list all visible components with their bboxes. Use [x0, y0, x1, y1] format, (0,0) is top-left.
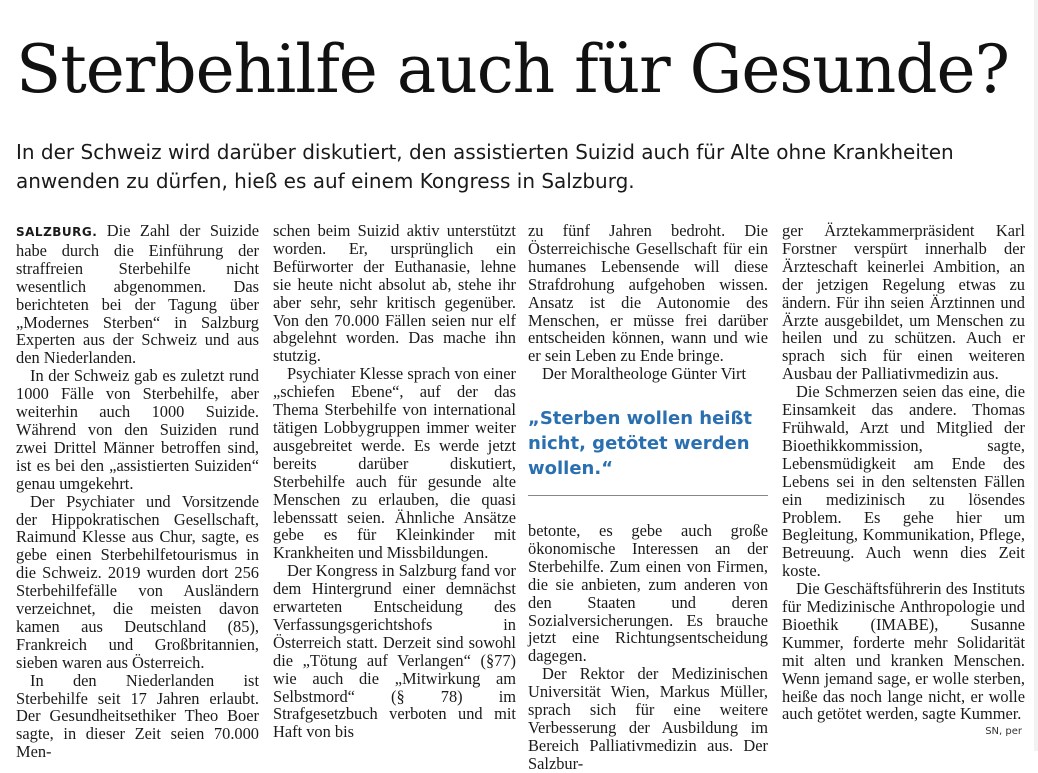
column-1 — [16, 221, 259, 762]
paragraph — [16, 222, 259, 367]
standfirst: In der Schweiz wird darüber diskutiert, den assistierten Suizid auch für Alte ohne Krankheiten anwenden zu dürfen, hieß es auf einem Kongress in Salzburg. — [16, 140, 954, 193]
paragraph: ger Ärztekammerpräsident Karl Forstner verspürt innerhalb der Ärzteschaft keinerlei Ambition, an der jetzigen Regelung etwas zu ändern. Für ihn seien Ärztinnen und Ärzte ausgebildet, um Menschen zu heilen und zu schützen. Auch er sprach sich für einen weiteren Ausbau der Palliativmedizin aus. — [782, 221, 1025, 384]
headline: Sterbehilfe auch für Gesunde? — [16, 31, 1009, 108]
paragraph: In der Schweiz gab es zuletzt rund 1000 Fälle von Sterbehilfe, aber weiterhin auch 1000 Suizide. Während von den Suiziden rund zwei Drittel Männer betroffen sind, ist es bei den „assistierten Suiziden“ genau umgekehrt. — [16, 366, 259, 493]
column-2 — [273, 222, 516, 742]
paragraph: Die Schmerzen seien das eine, die Einsamkeit das andere. Thomas Frühwald, Arzt und Mitglied der Bioethikkommission, sagte, Lebensmüdigkeit am Ende des Lebens sei in den seltensten Fällen ein medizinisch zu lösendes Problem. Es gehe hier um Begleitung, Kommunikation, Pflege, Betreuung. Auch wenn dies Zeit koste. — [782, 382, 1025, 581]
author-credit: SN, per — [985, 726, 1022, 737]
paragraph: Psychiater Klesse sprach von einer „schiefen Ebene“, auf der das Thema Sterbehilfe von international tätigen Lobbygruppen immer weiter ausgebreitet werde. Es werde jetzt bereits darüber diskutiert, Sterbehilfe auch für gesunde alte Menschen zu erlauben, die quasi lebenssatt seien. Ähnliche Ansätze gebe es für Kleinkinder mit Krankheiten und Missbildungen. — [273, 364, 516, 563]
paragraph: zu fünf Jahren bedroht. Die Österreichische Gesellschaft für ein humanes Lebensende will diese Strafdrohung aufgehoben wissen. Ansatz ist die Autonomie des Menschen, er müsse frei darüber entscheiden können, wann und wie er sein Leben zu Ende bringe. — [528, 221, 768, 366]
column-3-top — [528, 222, 768, 383]
paragraph: In den Niederlanden ist Sterbehilfe seit 17 Jahren erlaubt. Der Gesundheitsethiker Theo Boer sagte, in dieser Zeit seien 70.000 Men- — [16, 670, 259, 762]
column-4 — [782, 222, 1025, 742]
pull-quote: „Sterben wollen heißt nicht, getötet werden wollen.“ — [528, 400, 768, 496]
paragraph: Die Geschäftsführerin des Instituts für Medizinische Anthropologie und Bioethik (IMABE), Susanne Kummer, forderte mehr Solidarität mit alten und kranken Menschen. Wenn jemand sage, er wolle sterben, heiße das noch lange nicht, er wolle auch getötet werden, sagte Kummer. — [782, 579, 1025, 724]
column-4-body — [782, 222, 1025, 722]
paragraph: Der Moraltheologe Günter Virt — [542, 364, 746, 384]
paragraph: Der Rektor der Medizinischen Universität Wien, Markus Müller, sprach sich für eine weitere Verbesserung der Ausbildung im Bereich Palliativmedizin aus. Der Salzbur- — [528, 664, 768, 773]
paragraph: Der Kongress in Salzburg fand vor dem Hintergrund einer demnächst erwarteten Entscheidung des Verfassungsgerichtshofs in Österreich statt. Derzeit sind sowohl die „Tötung auf Verlangen“ (§77) wie auch die „Mitwirkung am Selbstmord“ (§ 78) im Strafgesetzbuch verboten und mit Haft von bis — [273, 561, 516, 742]
page-edge — [1034, 0, 1038, 751]
column-3-bottom — [528, 522, 768, 773]
paragraph: betonte, es gebe auch große ökonomische Interessen an der Sterbehilfe. Zum einen von Firmen, die sie anbieten, zum anderen von den Staaten und deren Sozialversicherungen. Es brauche jetzt eine Richtungsentscheidung dagegen. — [528, 521, 768, 666]
paragraph: schen beim Suizid aktiv unterstützt worden. Er, ursprünglich ein Befürworter der Euthanasie, lehne sie heute nicht absolut ab, stehe ihr aber sehr, sehr kritisch gegenüber. Von den 70.000 Fällen seien nur elf abgelehnt worden. Das mache ihn stutzig. — [273, 221, 516, 366]
dateline: SALZBURG. — [16, 225, 98, 239]
paragraph: Der Psychiater und Vorsitzende der Hippokratischen Gesellschaft, Raimund Klesse aus Chur, sagte, es gebe einen Sterbehilfetourismus in die Schweiz. 2019 wurden dort 256 Sterbehilfefälle von Ausländern verzeichnet, die meisten davon kamen aus Deutschland (85), Frankreich und Großbritannien, sieben waren aus Österreich. — [16, 491, 259, 672]
paragraph-text: Die Zahl der Suizide habe durch die Einführung der straffreien Sterbehilfe nicht wesentlich abgenommen. Das berichteten bei der Tagung über „Modernes Sterben“ in Salzburg Experten aus der Schweiz und aus den Niederlanden. — [16, 221, 259, 368]
